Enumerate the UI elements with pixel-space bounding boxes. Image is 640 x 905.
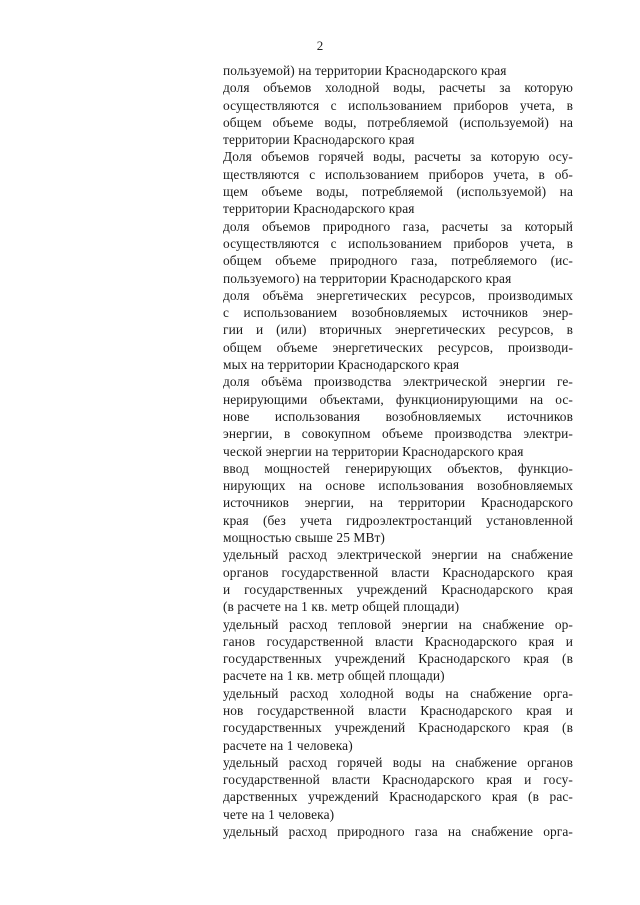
text-line: нове использования возобновляемых источников	[223, 408, 573, 424]
text-line: осуществляются с использованием приборов учета, в	[223, 97, 573, 113]
text-line: гии и (или) вторичных энергетических ресурсов, в	[223, 322, 573, 338]
text-line: территории Краснодарского края	[223, 132, 415, 148]
text-line: государственной власти Краснодарского края и госу-	[223, 772, 573, 788]
text-line: ществляются с использованием приборов учета, в об-	[223, 166, 573, 182]
indicator-item	[223, 546, 573, 615]
indicator-item	[223, 823, 573, 840]
text-line: щем объеме воды, потребляемой (используемой) на	[223, 184, 573, 200]
text-line: с использованием возобновляемых источников энер-	[223, 305, 573, 321]
text-line: дарственных учреждений Краснодарского края (в рас-	[223, 789, 573, 805]
text-line: пользуемой) на территории Краснодарского края	[223, 63, 507, 78]
text-line: государственных учреждений Краснодарского края (в	[223, 651, 573, 667]
text-line: и государственных учреждений Краснодарского края	[223, 581, 573, 597]
indicator-item	[223, 287, 573, 373]
text-line: осуществляются с использованием приборов учета, в	[223, 235, 573, 251]
indicator-item	[223, 754, 573, 823]
text-line: нирующих на основе использования возобновляемых	[223, 478, 573, 494]
text-line: удельный расход природного газа на снабжение орга-	[223, 824, 573, 840]
text-line: ческой энергии на территории Краснодарского края	[223, 443, 524, 459]
text-line: доля объёма производства электрической энергии ге-	[223, 374, 573, 390]
text-line: источников энергии, на территории Краснодарского	[223, 495, 573, 511]
indicator-item	[223, 685, 573, 754]
indicator-item	[223, 62, 573, 79]
text-line: общем объеме воды, потребляемой (используемой) на	[223, 114, 573, 130]
page-number: 2	[316, 38, 324, 53]
text-line: доля объёма энергетических ресурсов, производимых	[223, 287, 573, 303]
text-line: расчете на 1 кв. метр общей площади)	[223, 668, 445, 684]
text-line: края (без учета гидроэлектростанций установленной	[223, 512, 573, 528]
indicator-item	[223, 148, 573, 217]
text-line: удельный расход электрической энергии на снабжение	[223, 547, 573, 563]
text-line: государственных учреждений Краснодарского края (в	[223, 720, 573, 736]
text-line: нерирующими объектами, функционирующими на ос-	[223, 391, 573, 407]
indicator-list	[223, 62, 573, 840]
text-line: доля объемов природного газа, расчеты за который	[223, 218, 573, 234]
text-line: Доля объемов горячей воды, расчеты за которую осу-	[223, 149, 573, 165]
text-line: ввод мощностей генерирующих объектов, функцио-	[223, 460, 573, 476]
text-line: мых на территории Краснодарского края	[223, 357, 460, 373]
text-line: расчете на 1 человека)	[223, 737, 353, 753]
text-line: общем объеме энергетических ресурсов, производи-	[223, 339, 573, 355]
text-line: ганов государственной власти Краснодарского края и	[223, 633, 573, 649]
text-line: удельный расход тепловой энергии на снабжение ор-	[223, 616, 573, 632]
text-line: доля объемов холодной воды, расчеты за которую	[223, 80, 573, 96]
text-line: энергии, в совокупном объеме производства электри-	[223, 426, 573, 442]
indicator-item	[223, 373, 573, 459]
text-line: мощностью свыше 25 МВт)	[223, 530, 385, 546]
text-line: территории Краснодарского края	[223, 201, 415, 217]
indicator-item	[223, 218, 573, 287]
indicator-item	[223, 616, 573, 685]
text-line: пользуемого) на территории Краснодарского края	[223, 270, 512, 286]
text-line: нов государственной власти Краснодарского края и	[223, 702, 573, 718]
indicator-item	[223, 79, 573, 148]
indicator-item	[223, 460, 573, 546]
text-line: удельный расход горячей воды на снабжение органов	[223, 754, 573, 770]
text-line: общем объеме природного газа, потребляемого (ис-	[223, 253, 573, 269]
text-line: удельный расход холодной воды на снабжение орга-	[223, 685, 573, 701]
text-line: чете на 1 человека)	[223, 806, 335, 822]
text-line: (в расчете на 1 кв. метр общей площади)	[223, 599, 460, 615]
text-line: органов государственной власти Краснодарского края	[223, 564, 573, 580]
